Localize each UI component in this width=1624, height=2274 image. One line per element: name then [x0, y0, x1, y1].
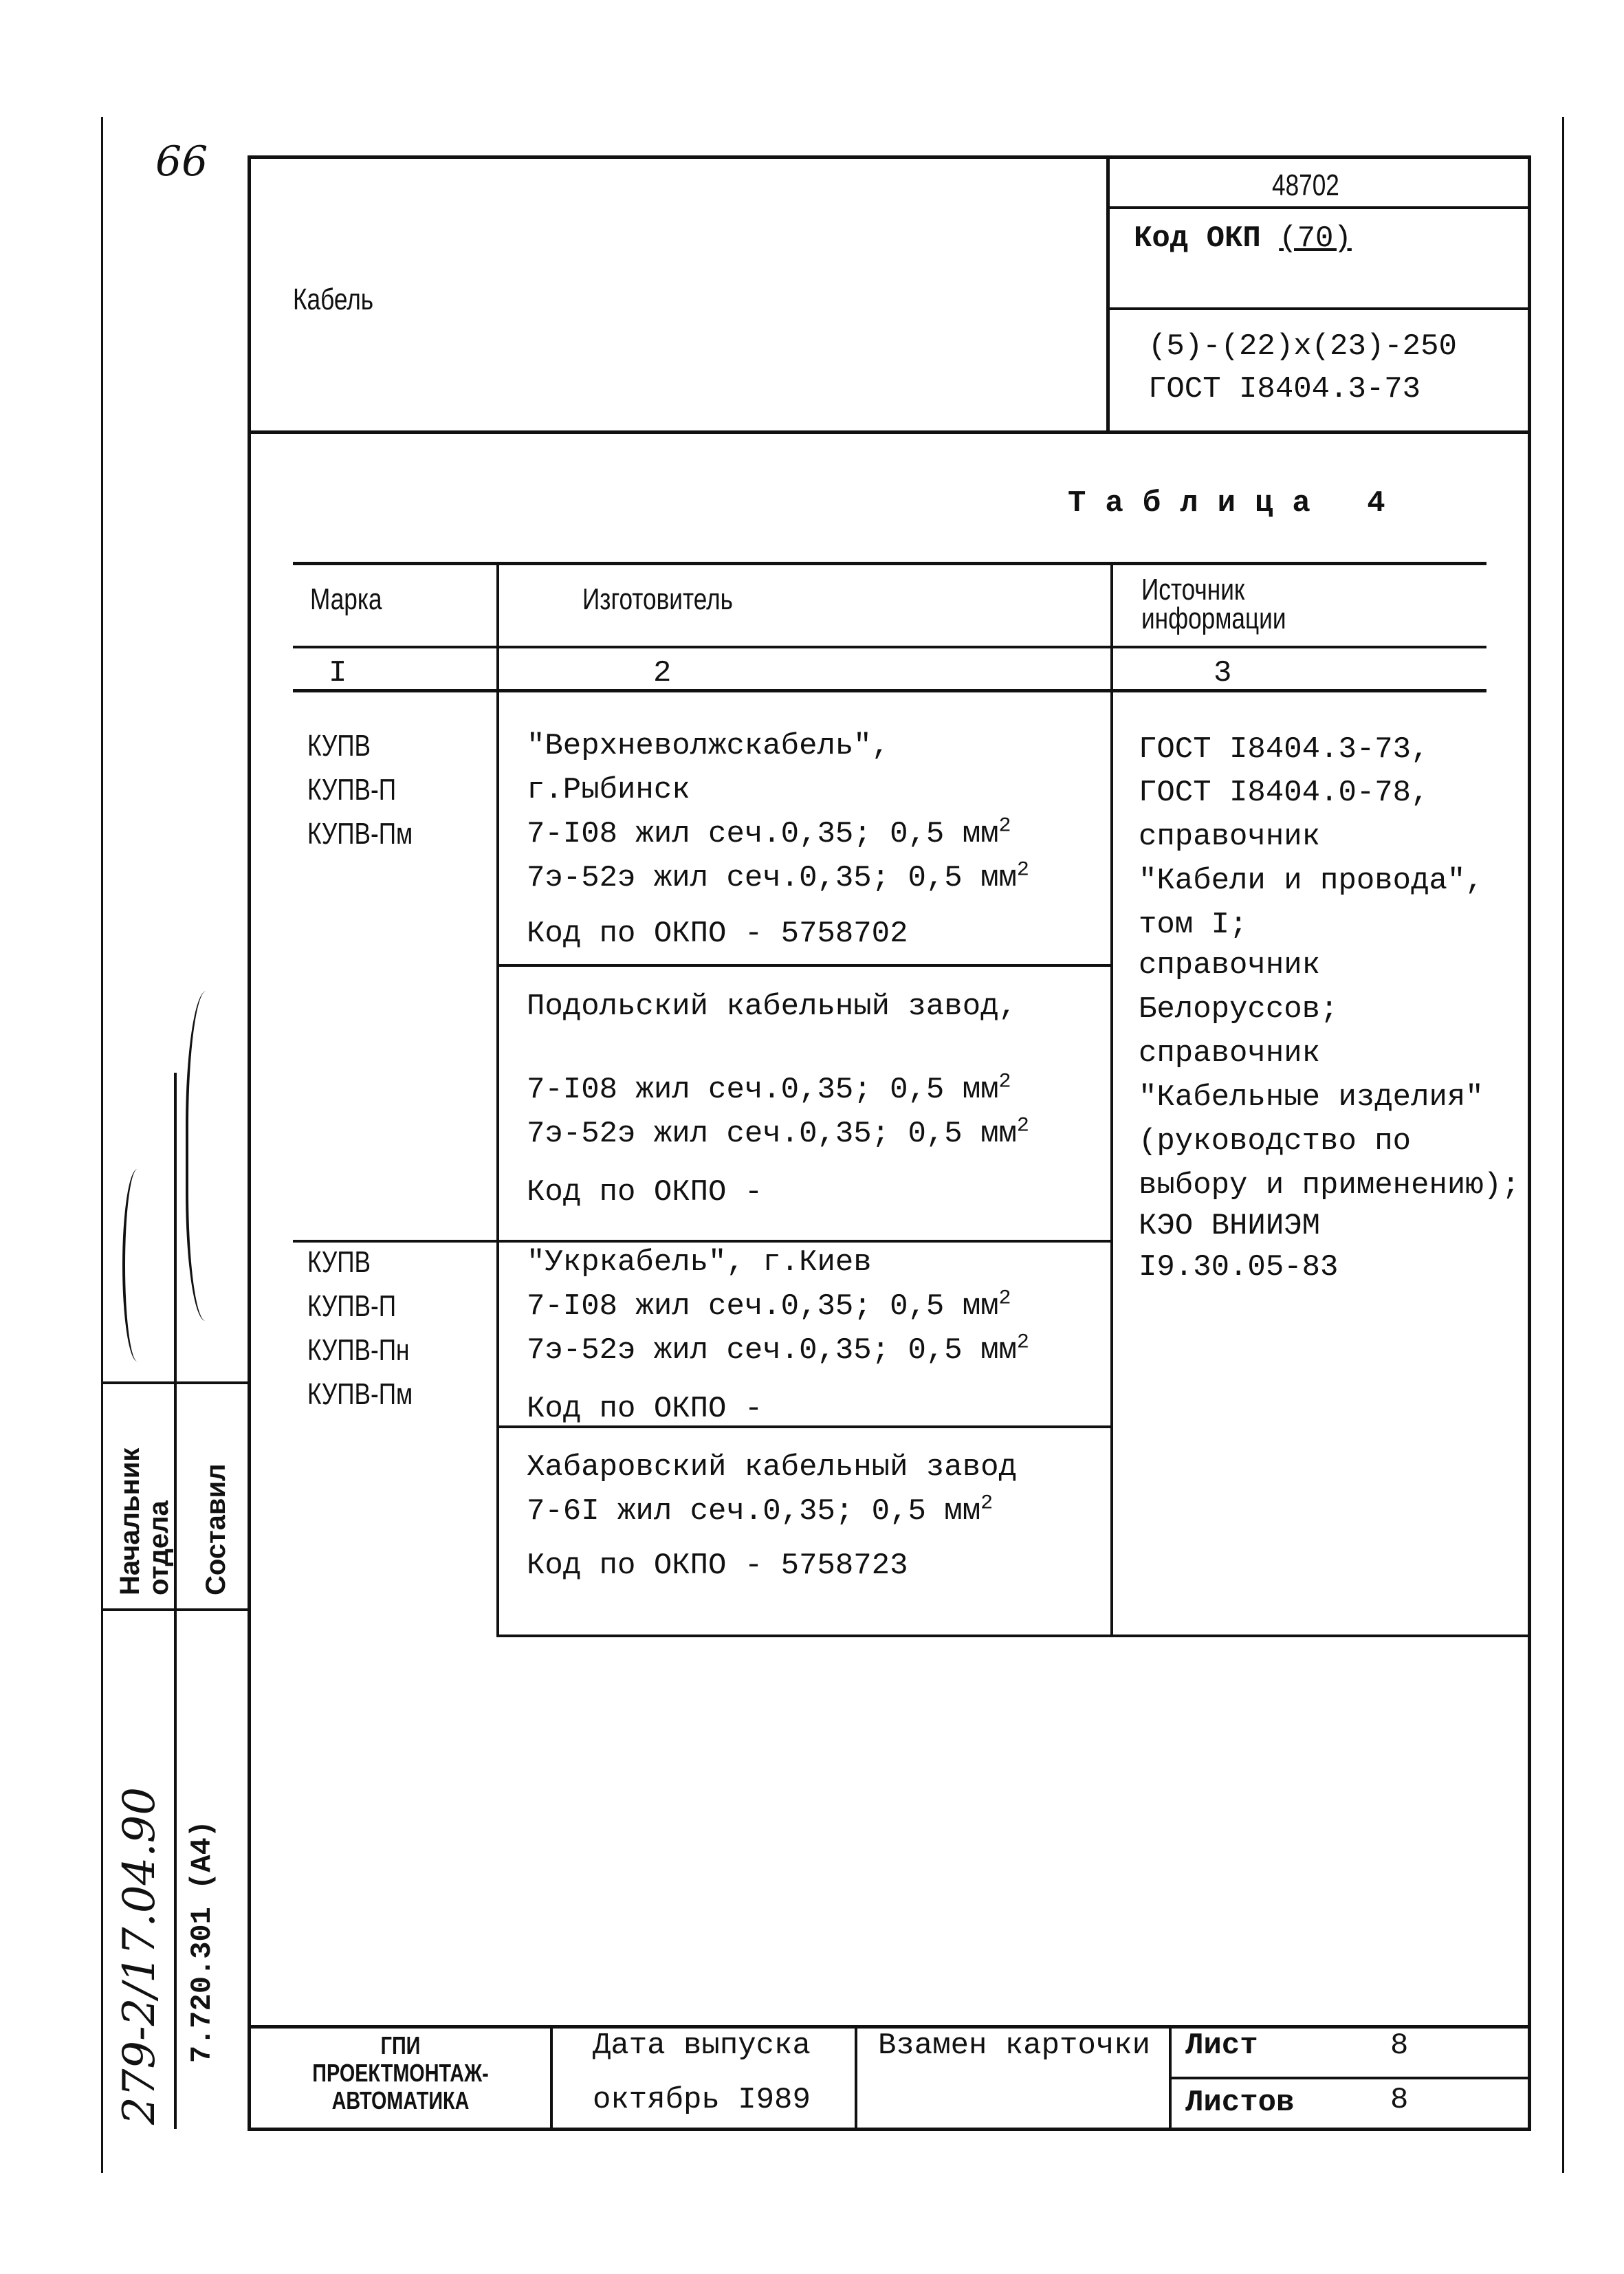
- handwritten-number: 279-2/17.04.90: [114, 1786, 165, 2125]
- table-title: Таблица 4: [1068, 486, 1405, 521]
- header-row-line: [1106, 206, 1531, 209]
- product-name: Кабель: [293, 283, 374, 316]
- author-label: Составил: [201, 1463, 231, 1595]
- sheets-label: Листов: [1185, 2086, 1295, 2120]
- spec-text: 7-I08 жил сеч.0,35; 0,5 мм: [527, 1073, 999, 1107]
- margin-line-h: [102, 1608, 249, 1611]
- format-stamp: 7.720.301 (А4): [186, 1820, 219, 2063]
- source-line: ГОСТ I8404.3-73,: [1139, 732, 1429, 767]
- spec-text: 7-I08 жил сеч.0,35; 0,5 мм: [527, 817, 999, 851]
- table-col-divider: [1110, 562, 1113, 1637]
- header-row-line: [1106, 307, 1531, 310]
- source-line: Белоруссов;: [1139, 992, 1339, 1027]
- source-line: "Кабельные изделия": [1139, 1080, 1484, 1115]
- group-divider: [293, 1240, 1112, 1243]
- manufacturer-line: Код по ОКПО - 5758723: [527, 1549, 908, 1583]
- footer-divider: [550, 2025, 553, 2130]
- manufacturer-line: "Укркабель", г.Киев: [527, 1245, 872, 1280]
- frame-left: [248, 155, 251, 2130]
- sheet-value: 8: [1390, 2029, 1409, 2063]
- superscript: 2: [1016, 1331, 1029, 1355]
- col-header-mark: Марка: [310, 582, 382, 616]
- okp-value: (70): [1279, 221, 1352, 256]
- mark: КУПВ-П: [307, 773, 397, 807]
- head-of-department-label: Начальник отдела: [115, 1447, 174, 1595]
- org-block: [281, 2032, 520, 2114]
- row-divider: [496, 964, 1112, 967]
- header-divider-h: [248, 430, 1531, 434]
- table-numbers-bottom: [293, 689, 1486, 692]
- mark: КУПВ-П: [307, 1289, 397, 1323]
- spec-text: 7-I08 жил сеч.0,35; 0,5 мм: [527, 1289, 999, 1324]
- source-line: КЭО ВНИИЭМ: [1139, 1209, 1321, 1243]
- superscript: 2: [1016, 858, 1029, 882]
- spec-text: 7-6I жил сеч.0,35; 0,5 мм: [527, 1494, 981, 1529]
- issue-date-value: октябрь I989: [593, 2083, 811, 2117]
- standard: ГОСТ I8404.3-73: [1148, 372, 1421, 406]
- table-header-bottom: [293, 646, 1486, 648]
- mark: КУПВ: [307, 729, 371, 763]
- org-line: АВТОМАТИКА: [331, 2086, 470, 2114]
- designation: (5)-(22)x(23)-250: [1148, 329, 1457, 364]
- okp-label: Код ОКП: [1134, 221, 1261, 256]
- card-number: 48702: [1272, 168, 1339, 202]
- mark: КУПВ-Пн: [307, 1333, 410, 1367]
- source-line: (руководство по: [1139, 1124, 1412, 1159]
- frame-top: [248, 155, 1531, 159]
- footer-row-line: [1169, 2077, 1531, 2079]
- manufacturer-line: [527, 1071, 1011, 1109]
- footer-divider: [855, 2025, 857, 2130]
- col-number-2: 2: [653, 656, 672, 690]
- col-number-3: 3: [1214, 656, 1232, 690]
- table-bottom: [496, 1635, 1531, 1637]
- manufacturer-line: Подольский кабельный завод,: [527, 990, 1017, 1024]
- source-line: выбору и применению);: [1139, 1168, 1520, 1203]
- manufacturer-line: [527, 859, 1029, 897]
- source-line: ГОСТ I8404.0-78,: [1139, 776, 1429, 810]
- manufacturer-line: г.Рыбинск: [527, 773, 690, 807]
- page-edge-left: [101, 117, 103, 2173]
- header-divider-v: [1106, 155, 1110, 433]
- source-line: справочник: [1139, 948, 1321, 983]
- manufacturer-line: [527, 815, 1011, 853]
- manufacturer-line: Код по ОКПО -: [527, 1175, 763, 1210]
- mark: КУПВ: [307, 1245, 371, 1279]
- source-line: том I;: [1139, 908, 1248, 942]
- manufacturer-line: Код по ОКПО - 5758702: [527, 917, 908, 951]
- superscript: 2: [980, 1491, 994, 1516]
- mark: КУПВ-Пм: [307, 817, 413, 851]
- source-line: справочник: [1139, 820, 1321, 854]
- superscript: 2: [998, 1070, 1011, 1094]
- source-line: справочник: [1139, 1036, 1321, 1071]
- issue-date-label: Дата выпуска: [593, 2029, 811, 2063]
- spec-text: 7э-52э жил сеч.0,35; 0,5 мм: [527, 861, 1017, 895]
- table-col-divider: [496, 562, 499, 1637]
- manufacturer-line: [527, 1492, 993, 1531]
- frame-bottom: [248, 2128, 1531, 2131]
- manufacturer-line: [527, 1115, 1029, 1153]
- col-header-source-2: информации: [1141, 602, 1286, 635]
- manufacturer-line: [527, 1331, 1029, 1370]
- spec-text: 7э-52э жил сеч.0,35; 0,5 мм: [527, 1117, 1017, 1151]
- col-number-1: I: [329, 656, 347, 690]
- page-number: 66: [155, 138, 208, 186]
- page-edge-right: [1562, 117, 1564, 2173]
- signature: [122, 1169, 153, 1362]
- signature: [186, 987, 237, 1324]
- manufacturer-line: [527, 1287, 1011, 1326]
- manufacturer-line: "Верхневолжскабель",: [527, 729, 890, 763]
- margin-line-v: [174, 1073, 177, 2129]
- okp-code: [1134, 219, 1386, 258]
- col-header-source-1: Источник: [1141, 573, 1245, 606]
- org-line: ГПИ: [380, 2031, 421, 2059]
- mark: КУПВ-Пм: [307, 1377, 413, 1411]
- org-line: ПРОЕКТМОНТАЖ-: [312, 2059, 489, 2087]
- source-line: I9.30.05-83: [1139, 1250, 1339, 1284]
- superscript: 2: [998, 814, 1011, 838]
- sheet-label: Лист: [1185, 2029, 1258, 2063]
- manufacturer-line: Код по ОКПО -: [527, 1392, 763, 1426]
- sheets-value: 8: [1390, 2083, 1409, 2117]
- replaces-card-label: Взамен карточки: [878, 2029, 1151, 2063]
- col-header-manufacturer: Изготовитель: [582, 582, 733, 616]
- source-line: "Кабели и провода",: [1139, 864, 1484, 898]
- margin-line-h: [102, 1381, 249, 1384]
- spec-text: 7э-52э жил сеч.0,35; 0,5 мм: [527, 1333, 1017, 1368]
- superscript: 2: [998, 1287, 1011, 1311]
- table-top: [293, 562, 1486, 565]
- frame-right: [1528, 155, 1531, 2130]
- manufacturer-line: Хабаровский кабельный завод: [527, 1450, 1017, 1485]
- superscript: 2: [1016, 1114, 1029, 1138]
